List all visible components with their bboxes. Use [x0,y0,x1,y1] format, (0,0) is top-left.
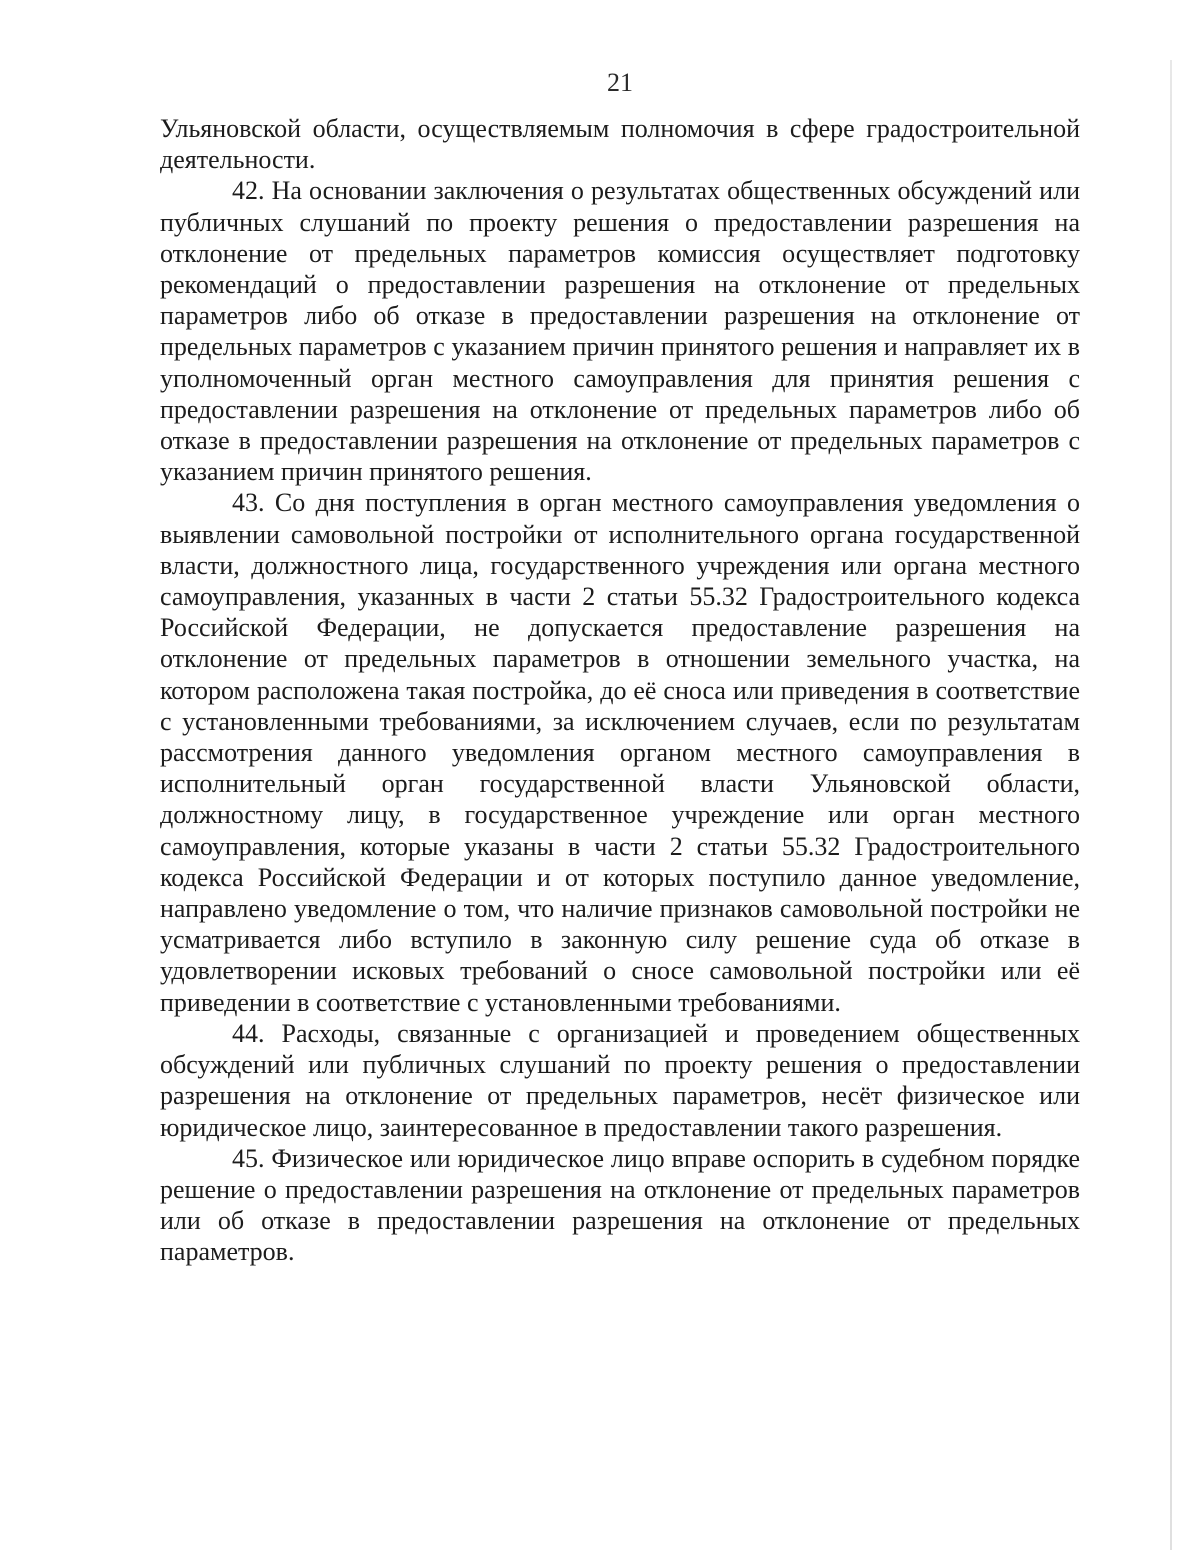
paragraph-44: 44. Расходы, связанные с организацией и проведением общественных обсуждений или публичных слушаний по проекту решения о предоставлении разрешения на отклонение от предельных параметров, несёт физическое или юридическое лицо, заинтересованное в предоставлении такого разрешения. [160,1018,1080,1142]
paragraph-42: 42. На основании заключения о результатах общественных обсуждений или публичных слушаний по проекту решения о предоставлении разрешения на отклонение от предельных параметров комиссия осуществляет подготовку рекомендаций о предоставлении разрешения на отклонение от предельных параметров либо об отказе в предоставлении разрешения на отклонение от предельных параметров с указанием причин принятого решения и направляет их в уполномоченный орган местного самоуправления для принятия решения с предоставлении разрешения на отклонение от предельных параметров либо об отказе в предоставлении разрешения на отклонение от предельных параметров с указанием причин принятого решения. [160,176,1080,487]
scan-edge-line [1170,60,1172,1550]
paragraph-45: 45. Физическое или юридическое лицо вправе оспорить в судебном порядке решение о предоставлении разрешения на отклонение от предельных параметров или об отказе в предоставлении разрешения на отклонение от предельных параметров. [160,1143,1080,1267]
document-body [160,113,1080,1268]
paragraph-43: 43. Со дня поступления в орган местного самоуправления уведомления о выявлении самовольной постройки от исполнительного органа государственной власти, должностного лица, государственного учреждения или органа местного самоуправления, указанных в части 2 статьи 55.32 Градостроительного кодекса Российской Федерации, не допускается предоставление разрешения на отклонение от предельных параметров в отношении земельного участка, на котором расположена такая постройка, до её сноса или приведения в соответствие с установленными требованиями, за исключением случаев, если по результатам рассмотрения данного уведомления органом местного самоуправления в исполнительный орган государственной власти Ульяновской области, должностному лицу, в государственное учреждение или орган местного самоуправления, которые указаны в части 2 статьи 55.32 Градостроительного кодекса Российской Федерации и от которых поступило данное уведомление, направлено уведомление о том, что наличие признаков самовольной постройки не усматривается либо вступило в законную силу решение суда об отказе в удовлетворении исковых требований о сносе самовольной постройки или её приведении в соответствие с установленными требованиями. [160,488,1080,1017]
page-number: 21 [607,68,633,97]
paragraph-continuation: Ульяновской области, осуществляемым полномочия в сфере градостроительной деятельности. [160,114,1080,175]
